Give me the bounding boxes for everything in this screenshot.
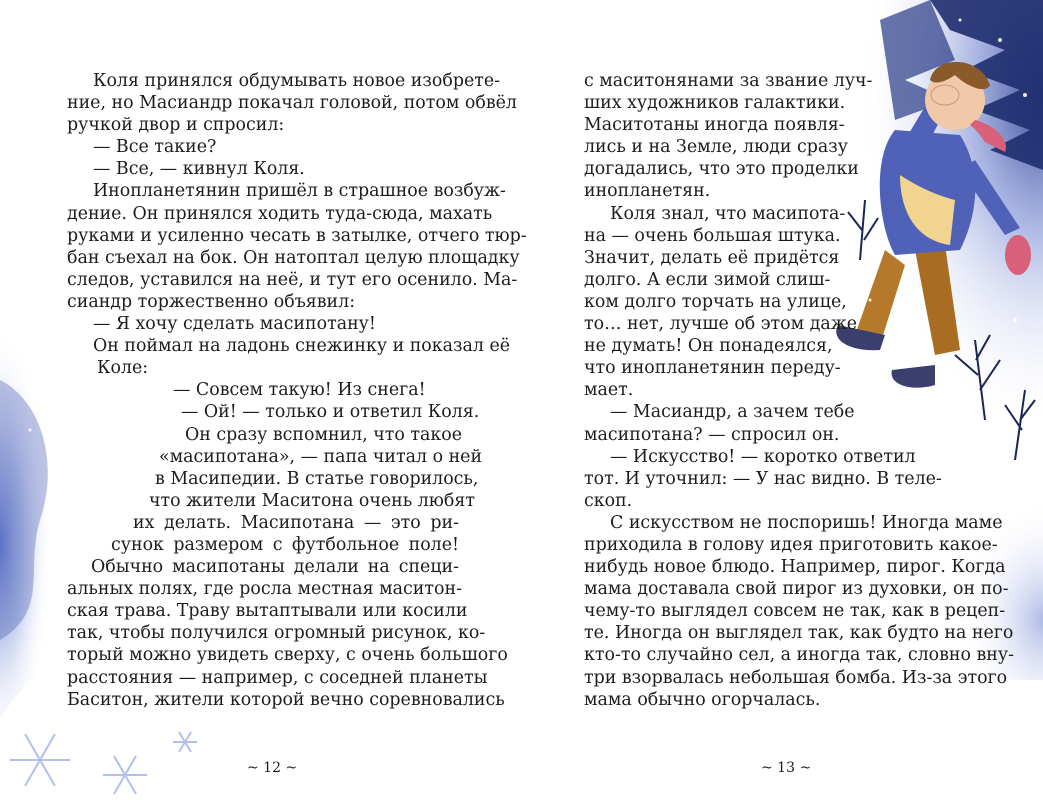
text-line: — Совсем такую! Из снега!: [173, 380, 426, 401]
text-line: то… нет, лучше об этом даже: [584, 314, 858, 335]
text-line: С искусством не поспоришь! Иногда маме: [610, 512, 1003, 533]
right-page-text: [584, 70, 1014, 711]
text-line: на — очень большая штука.: [584, 225, 841, 246]
left-page-text: [67, 70, 527, 711]
text-line: Коля знал, что масипота-: [610, 203, 846, 224]
text-line: мает.: [584, 380, 634, 401]
text-line: — Я хочу сделать масипотану!: [93, 314, 376, 335]
text-line: ская трава. Траву вытаптывали или косили: [67, 601, 468, 622]
text-line: лись и на Земле, люди сразу: [584, 137, 849, 158]
text-line: масипотана? — спросил он.: [584, 424, 840, 445]
text-line: чему-то выглядел совсем не так, как в рецеп-: [584, 601, 1006, 622]
text-line: мама обычно огорчалась.: [584, 689, 821, 710]
text-line: те. Иногда он выглядел так, как будто на него: [584, 623, 1014, 644]
text-line: что инопланетянин переду-: [584, 358, 841, 379]
text-line: — Ой! — только и ответил Коля.: [181, 402, 480, 423]
right-page-number: ~ 13 ~: [761, 760, 812, 776]
text-line: инопланетян.: [584, 181, 711, 202]
text-line: с маситонянами за звание луч-: [584, 71, 873, 91]
text-line: Коля принялся обдумывать новое изобрете-: [93, 71, 501, 91]
text-line: в Масипедии. В статье говорилось,: [155, 468, 479, 489]
snowflake-icon: [10, 732, 197, 794]
text-line: не думать! Он понадеялся,: [584, 336, 833, 357]
text-line: что жители Маситона очень любят: [149, 490, 475, 511]
text-line: — Все такие?: [93, 137, 217, 158]
text-line: их делать. Масипотана — это ри-: [133, 512, 459, 533]
text-line: Значит, делать её придётся: [584, 247, 840, 268]
text-line: ручкой двор и спросил:: [67, 115, 285, 136]
text-line: приходила в голову идея приготовить какое-: [584, 534, 998, 555]
left-page-number: ~ 12 ~: [247, 760, 298, 776]
text-line: Он сразу вспомнил, что такое: [185, 424, 463, 445]
text-line: тот. И уточнил: — У нас видно. В теле-: [584, 468, 942, 489]
text-line: расстояния — например, с соседней планеты: [67, 667, 488, 688]
text-line: ние, но Масиандр покачал головой, потом обвёл: [67, 93, 517, 114]
text-line: Инопланетянин пришёл в страшное возбуж-: [93, 181, 506, 202]
text-line: торый можно увидеть сверху, с очень большого: [67, 645, 508, 666]
text-line: догадались, что это проделки: [584, 159, 859, 180]
text-line: Он поймал на ладонь снежинку и показал её: [93, 336, 511, 357]
text-line: долго. А если зимой слиш-: [584, 269, 831, 290]
text-line: так, чтобы получился огромный рисунок, ко-: [67, 623, 486, 644]
text-line: Баситон, жители которой вечно соревновались: [67, 689, 505, 710]
text-line: три взорвалась небольшая бомба. Из-за этого: [584, 667, 1008, 688]
text-line: альных полях, где росла местная маситон-: [67, 579, 462, 600]
text-line: «масипотана», — папа читал о ней: [159, 446, 483, 467]
text-line: скоп.: [584, 490, 633, 511]
text-line: кто-то случайно сел, а иногда так, словно вну-: [584, 645, 1014, 666]
text-line: Маситотаны иногда появля-: [584, 115, 845, 136]
text-line: сиандр торжественно объявил:: [67, 291, 356, 312]
text-line: сунок размером с футбольное поле!: [111, 534, 459, 555]
text-line: бан съехал на бок. Он натоптал целую площадку: [67, 247, 520, 268]
text-line: руками и усиленно чесать в затылке, отчего тюр-: [67, 225, 527, 246]
text-line: ком долго торчать на улице,: [584, 291, 847, 312]
text-line: — Все, — кивнул Коля.: [93, 159, 305, 180]
text-line: мама доставала свой пирог из духовки, он по-: [584, 579, 1009, 600]
text-line: — Искусство! — коротко ответил: [610, 446, 916, 467]
text-line: дение. Он принялся ходить туда-сюда, махать: [67, 203, 493, 224]
text-line: Коле:: [97, 358, 149, 379]
text-line: следов, уставился на неё, и тут его осенило. Ма-: [67, 269, 518, 290]
text-line: — Масиандр, а зачем тебе: [610, 402, 855, 423]
text-line: нибудь новое блюдо. Например, пирог. Когда: [584, 557, 1006, 578]
text-line: ших художников галактики.: [584, 93, 846, 114]
text-line: Обычно масипотаны делали на специ-: [91, 557, 459, 578]
